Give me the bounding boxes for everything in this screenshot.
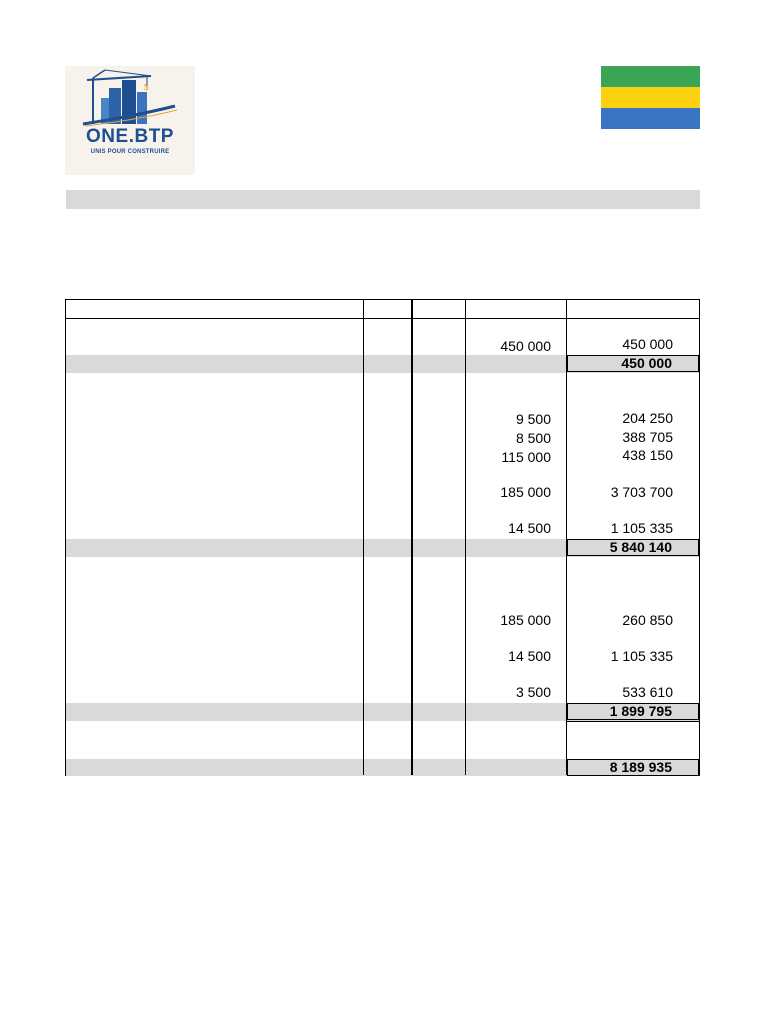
flag-stripe-green [601, 66, 700, 87]
amount-cell: 1 105 335 [610, 648, 673, 664]
flag-stripe-blue [601, 108, 700, 129]
col-separator-2 [411, 300, 413, 775]
amount-cell: 260 850 [622, 612, 673, 628]
amount-cell: 450 000 [622, 336, 673, 352]
amount-cell: 204 250 [622, 410, 673, 426]
crane-buildings-icon [65, 66, 195, 128]
subtotal-cell: 5 840 140 [567, 539, 699, 556]
unit-price-cell: 14 500 [508, 520, 551, 536]
unit-price-cell: 185 000 [500, 612, 551, 628]
amount-cell: 3 703 700 [610, 484, 673, 500]
amount-cell: 1 105 335 [610, 520, 673, 536]
svg-text:$: $ [144, 83, 149, 92]
grand-total-cell: 8 189 935 [567, 759, 699, 776]
unit-price-cell: 185 000 [500, 484, 551, 500]
document-title-bar [66, 190, 700, 209]
quote-table [65, 299, 700, 776]
flag-stripe-yellow [601, 87, 700, 108]
subtotal-cell: 1 899 795 [567, 703, 699, 720]
col-separator-1 [363, 300, 364, 775]
amount-cell: 388 705 [622, 429, 673, 445]
gabon-flag [601, 66, 700, 129]
unit-price-cell: 9 500 [515, 411, 551, 427]
unit-price-cell: 450 000 [500, 338, 551, 354]
unit-price-cell: 115 000 [501, 449, 551, 465]
amount-cell: 438 150 [622, 447, 673, 463]
unit-price-cell: 8 500 [515, 430, 551, 446]
company-logo [65, 66, 195, 175]
col-separator-3 [465, 300, 466, 775]
logo-brand-text: ONE.BTP [86, 126, 174, 147]
unit-price-cell: 14 500 [508, 648, 551, 664]
subtotal-cell: 450 000 [567, 355, 699, 372]
header-separator [66, 318, 699, 319]
section-separator [566, 721, 700, 722]
logo-tagline: UNIS POUR CONSTRUIRE [90, 149, 170, 155]
amount-cell: 533 610 [622, 684, 673, 700]
unit-price-cell: 3 500 [515, 684, 551, 700]
